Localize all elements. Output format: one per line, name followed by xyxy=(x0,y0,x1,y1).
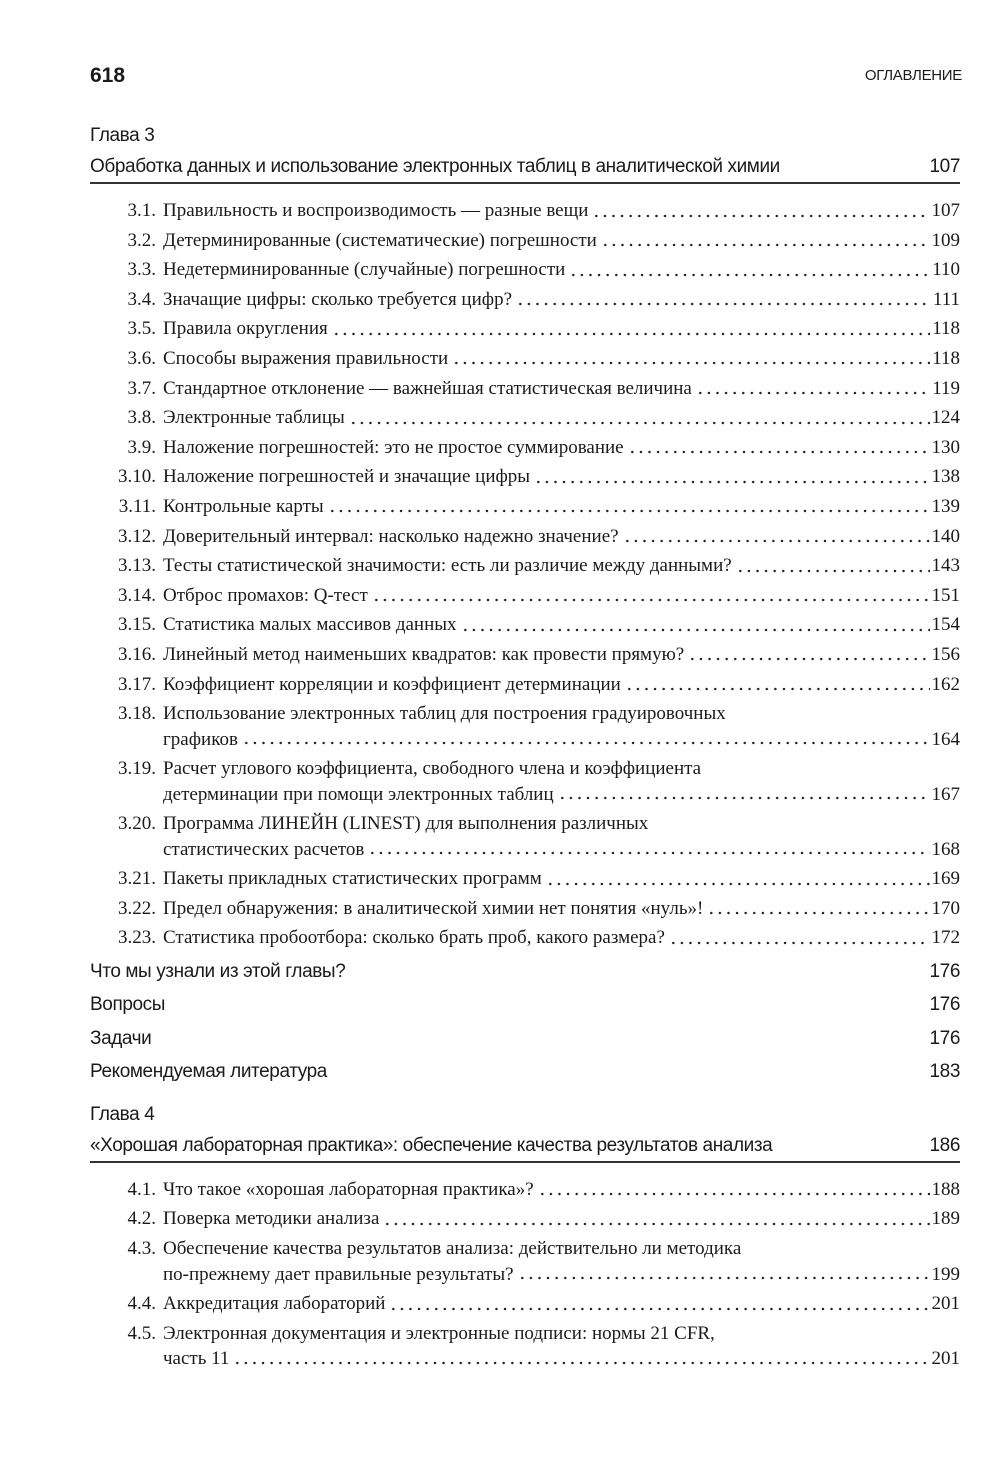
entry-page: 189 xyxy=(931,1208,960,1230)
entry-body xyxy=(163,923,960,953)
entry-body xyxy=(163,551,960,581)
entry-page: 170 xyxy=(931,897,960,919)
entry-page: 138 xyxy=(931,466,960,488)
entry-title-line: Обеспечение качества результатов анализа: действительно ли методика xyxy=(163,1238,742,1260)
entry-number: 3.8. xyxy=(127,407,156,429)
entry-page: 188 xyxy=(931,1178,960,1200)
entry-title-line: Статистика пробоотбора: сколько брать проб, какого размера? xyxy=(163,927,665,949)
chapter-label-text: Глава 4 xyxy=(90,1103,155,1125)
entry-page: 172 xyxy=(931,927,960,949)
dot-leader xyxy=(625,670,930,700)
entry-body xyxy=(163,809,960,864)
entry-number: 3.14. xyxy=(118,584,156,606)
entry-body xyxy=(163,699,960,754)
entry-last-line xyxy=(163,1262,960,1288)
dot-leader xyxy=(368,837,929,863)
chapter-page: 186 xyxy=(929,1134,960,1156)
entry-body xyxy=(163,462,960,492)
entry-last-line xyxy=(163,403,960,433)
entry-page: 124 xyxy=(931,407,960,429)
entry-page: 167 xyxy=(931,783,960,805)
dot-leader xyxy=(707,894,929,924)
chapter-title-row[interactable] xyxy=(90,150,960,184)
dot-leader xyxy=(233,1346,929,1372)
dot-leader xyxy=(696,374,930,404)
entry-last-line xyxy=(163,923,960,953)
entry-page: 118 xyxy=(932,318,960,340)
chapter-title-row[interactable] xyxy=(90,1129,960,1163)
entry-body xyxy=(163,640,960,670)
entry-body xyxy=(163,403,960,433)
entry-title-line: Пакеты прикладных статистических программ xyxy=(163,868,542,890)
section-page: 176 xyxy=(929,960,960,982)
entry-last-line xyxy=(163,894,960,924)
entry-number: 4.1. xyxy=(127,1178,156,1200)
toc-section[interactable] xyxy=(90,1055,960,1089)
toc-entry[interactable] xyxy=(90,374,960,404)
dot-leader xyxy=(546,864,930,894)
toc-entry[interactable] xyxy=(90,610,960,640)
toc-entry[interactable] xyxy=(90,196,960,226)
entry-title-line: Отброс промахов: Q-тест xyxy=(163,584,368,606)
entry-last-line xyxy=(163,314,960,344)
entry-title-line: Наложение погрешностей: это не простое суммирование xyxy=(163,436,624,458)
entry-body xyxy=(163,255,960,285)
entry-page: 156 xyxy=(931,643,960,665)
dot-leader xyxy=(518,1262,930,1288)
dot-leader xyxy=(372,581,930,611)
dot-leader xyxy=(389,1289,929,1319)
entry-number: 3.4. xyxy=(127,288,156,310)
toc-entry[interactable] xyxy=(90,581,960,611)
toc-entry[interactable] xyxy=(90,670,960,700)
entry-body xyxy=(163,894,960,924)
toc-entry[interactable] xyxy=(90,226,960,256)
chapter-label xyxy=(90,1101,960,1129)
dot-leader xyxy=(452,344,930,374)
entry-number: 3.22. xyxy=(118,897,156,919)
dot-leader xyxy=(592,196,929,226)
entry-last-line xyxy=(163,344,960,374)
entry-title-line: Способы выражения правильности xyxy=(163,347,449,369)
entry-body xyxy=(163,285,960,315)
entry-body xyxy=(163,1319,960,1374)
dot-leader xyxy=(534,462,929,492)
entry-last-line xyxy=(163,864,960,894)
entry-last-line xyxy=(163,1204,960,1234)
entry-body xyxy=(163,522,960,552)
toc-entry[interactable] xyxy=(90,285,960,315)
entry-page: 139 xyxy=(931,495,960,517)
dot-leader xyxy=(601,226,930,256)
chapter-label xyxy=(90,122,960,150)
toc-section[interactable] xyxy=(90,1022,960,1056)
dot-leader xyxy=(332,314,930,344)
dot-leader xyxy=(538,1175,930,1205)
section-title: Задачи xyxy=(90,1027,152,1049)
entry-last-line xyxy=(163,255,960,285)
entry-body xyxy=(163,581,960,611)
toc-entry[interactable] xyxy=(90,1234,960,1289)
entry-body xyxy=(163,344,960,374)
entry-title-line: Электронная документация и электронные подписи: нормы 21 CFR, xyxy=(163,1322,715,1344)
entry-title-line: Аккредитация лабораторий xyxy=(163,1293,386,1315)
entry-number: 3.21. xyxy=(118,868,156,890)
entry-number: 3.18. xyxy=(118,703,156,725)
entry-body xyxy=(163,374,960,404)
toc-entry[interactable] xyxy=(90,462,960,492)
toc-entry[interactable] xyxy=(90,640,960,670)
entry-number: 3.5. xyxy=(127,318,156,340)
entry-last-line xyxy=(163,640,960,670)
toc-entry[interactable] xyxy=(90,1289,960,1319)
entry-number: 3.1. xyxy=(127,200,156,221)
entry-number: 4.3. xyxy=(127,1238,156,1260)
entry-last-line xyxy=(163,462,960,492)
entry-title-line: Поверка методики анализа xyxy=(163,1208,380,1230)
entry-number: 3.6. xyxy=(127,347,156,369)
toc-entry[interactable] xyxy=(90,809,960,864)
entry-body xyxy=(163,314,960,344)
entry-title-line: Доверительный интервал: насколько надежно значение? xyxy=(163,525,619,547)
entry-last-line xyxy=(163,492,960,522)
entry-page: 154 xyxy=(931,614,960,636)
entry-number: 3.17. xyxy=(118,673,156,695)
entry-title-line: Контрольные карты xyxy=(163,495,324,517)
entry-last-line xyxy=(163,522,960,552)
entry-page: 111 xyxy=(932,288,960,310)
entry-last-line xyxy=(163,285,960,315)
entry-number: 3.19. xyxy=(118,758,156,780)
section-page: 183 xyxy=(929,1061,960,1083)
entry-title-line: Правильность и воспроизводимость — разные вещи xyxy=(163,200,589,221)
table-of-contents xyxy=(90,122,960,1374)
entry-title-line: Тесты статистической значимости: есть ли различие между данными? xyxy=(163,555,732,577)
dot-leader xyxy=(383,1204,929,1234)
entry-number: 3.16. xyxy=(118,643,156,665)
section-title: Вопросы xyxy=(90,994,166,1016)
entry-page: 164 xyxy=(931,728,960,750)
entry-last-line xyxy=(163,837,960,863)
toc-entry[interactable] xyxy=(90,255,960,285)
entry-number: 3.7. xyxy=(127,377,156,399)
entry-body xyxy=(163,226,960,256)
dot-leader xyxy=(688,640,929,670)
section-page: 176 xyxy=(929,1027,960,1049)
entry-number: 3.3. xyxy=(127,259,156,281)
entry-title-line: Правила округления xyxy=(163,318,328,340)
toc-entry[interactable] xyxy=(90,314,960,344)
toc-entry[interactable] xyxy=(90,1204,960,1234)
entry-last-line xyxy=(163,1289,960,1319)
section-page: 176 xyxy=(929,994,960,1016)
entry-title-line: Статистика малых массивов данных xyxy=(163,614,457,636)
entry-title-line: графиков xyxy=(163,728,238,750)
entry-number: 4.5. xyxy=(127,1322,156,1344)
entry-last-line xyxy=(163,374,960,404)
toc-entry[interactable] xyxy=(90,403,960,433)
running-title: ОГЛАВЛЕНИЕ xyxy=(864,67,962,84)
toc-entry[interactable] xyxy=(90,1175,960,1205)
entry-last-line xyxy=(163,1346,960,1372)
entry-title-line: Наложение погрешностей и значащие цифры xyxy=(163,466,531,488)
chapter-title: «Хорошая лабораторная практика»: обеспечение качества результатов анализа xyxy=(90,1134,773,1156)
entry-body xyxy=(163,864,960,894)
entry-page: 130 xyxy=(931,436,960,458)
entry-last-line xyxy=(163,1175,960,1205)
section-title: Рекомендуемая литература xyxy=(90,1061,327,1083)
entry-title-line: Коэффициент корреляции и коэффициент детерминации xyxy=(163,673,621,695)
entry-page: 140 xyxy=(931,525,960,547)
entry-last-line xyxy=(163,610,960,640)
dot-leader xyxy=(516,285,931,315)
entry-number: 3.11. xyxy=(118,495,156,517)
entry-page: 162 xyxy=(931,673,960,695)
dot-leader xyxy=(349,403,930,433)
toc-entry[interactable] xyxy=(90,433,960,463)
entry-last-line xyxy=(163,551,960,581)
toc-entry[interactable] xyxy=(90,923,960,953)
entry-number: 3.12. xyxy=(118,525,156,547)
entry-title-line: Значащие цифры: сколько требуется цифр? xyxy=(163,288,513,310)
entry-body xyxy=(163,670,960,700)
entry-title-line: Линейный метод наименьших квадратов: как провести прямую? xyxy=(163,643,685,665)
entry-last-line xyxy=(163,226,960,256)
toc-section[interactable] xyxy=(90,955,960,989)
entry-last-line xyxy=(163,727,960,753)
toc-entry[interactable] xyxy=(90,864,960,894)
entry-number: 4.4. xyxy=(127,1293,156,1315)
entry-page: 107 xyxy=(931,200,960,221)
entry-title-line: по-прежнему дает правильные результаты? xyxy=(163,1263,514,1285)
entry-title-line: Стандартное отклонение — важнейшая статистическая величина xyxy=(163,377,692,399)
toc-entry[interactable] xyxy=(90,1319,960,1374)
entry-title-line: часть 11 xyxy=(163,1348,230,1370)
entry-title-line: детерминации при помощи электронных таблиц xyxy=(163,783,554,805)
entry-number: 3.2. xyxy=(127,229,156,251)
entry-body xyxy=(163,1204,960,1234)
entry-number: 3.20. xyxy=(118,813,156,835)
entry-body xyxy=(163,754,960,809)
toc-entry[interactable] xyxy=(90,522,960,552)
entry-page: 118 xyxy=(932,347,960,369)
entry-number: 4.2. xyxy=(127,1208,156,1230)
section-title: Что мы узнали из этой главы? xyxy=(90,960,346,982)
entry-page: 169 xyxy=(931,868,960,890)
entry-title-line: Что такое «хорошая лабораторная практика»? xyxy=(163,1178,534,1200)
dot-leader xyxy=(558,782,930,808)
dot-leader xyxy=(628,433,930,463)
entry-number: 3.23. xyxy=(118,927,156,949)
entry-body xyxy=(163,1175,960,1205)
entry-number: 3.10. xyxy=(118,466,156,488)
entry-last-line xyxy=(163,782,960,808)
entry-title-line: Электронные таблицы xyxy=(163,407,345,429)
entry-title-line: Недетерминированные (случайные) погрешности xyxy=(163,259,566,281)
entry-body xyxy=(163,196,960,226)
toc-section[interactable] xyxy=(90,988,960,1022)
entry-page: 143 xyxy=(931,555,960,577)
entry-last-line xyxy=(163,433,960,463)
dot-leader xyxy=(669,923,930,953)
dot-leader xyxy=(736,551,930,581)
entry-number: 3.15. xyxy=(118,614,156,636)
entry-body xyxy=(163,1234,960,1289)
entry-last-line xyxy=(163,196,960,226)
entry-page: 201 xyxy=(931,1348,960,1370)
entry-title-line: Использование электронных таблиц для построения градуировочных xyxy=(163,703,726,725)
entry-page: 109 xyxy=(931,229,960,251)
entry-title-line: Расчет углового коэффициента, свободного члена и коэффициента xyxy=(163,758,702,780)
dot-leader xyxy=(569,255,930,285)
chapter-page: 107 xyxy=(929,156,960,177)
entry-body xyxy=(163,492,960,522)
toc-entry[interactable] xyxy=(90,492,960,522)
entry-title-line: статистических расчетов xyxy=(163,838,365,860)
entry-number: 3.13. xyxy=(118,555,156,577)
entry-number: 3.9. xyxy=(127,436,156,458)
entry-body xyxy=(163,610,960,640)
entry-page: 151 xyxy=(931,584,960,606)
entry-last-line xyxy=(163,581,960,611)
chapter-label-text: Глава 3 xyxy=(90,125,155,146)
dot-leader xyxy=(328,492,930,522)
entry-page: 168 xyxy=(931,838,960,860)
entry-page: 201 xyxy=(931,1293,960,1315)
entry-page: 119 xyxy=(932,377,960,399)
entry-title-line: Предел обнаружения: в аналитической химии нет понятия «нуль»! xyxy=(163,897,704,919)
chapter-title: Обработка данных и использование электронных таблиц в аналитической химии xyxy=(90,156,780,177)
toc-entry[interactable] xyxy=(90,699,960,754)
toc-entry[interactable] xyxy=(90,754,960,809)
entry-body xyxy=(163,1289,960,1319)
entry-body xyxy=(163,433,960,463)
dot-leader xyxy=(623,522,930,552)
toc-entry[interactable] xyxy=(90,344,960,374)
page-number: 618 xyxy=(90,64,126,87)
dot-leader xyxy=(242,727,930,753)
entry-title-line: Детерминированные (систематические) погрешности xyxy=(163,229,597,251)
entry-page: 199 xyxy=(931,1263,960,1285)
entry-title-line: Программа ЛИНЕЙН (LINEST) для выполнения различных xyxy=(163,813,649,835)
entry-page: 110 xyxy=(932,259,960,281)
toc-entry[interactable] xyxy=(90,551,960,581)
dot-leader xyxy=(461,610,930,640)
entry-last-line xyxy=(163,670,960,700)
toc-entry[interactable] xyxy=(90,894,960,924)
